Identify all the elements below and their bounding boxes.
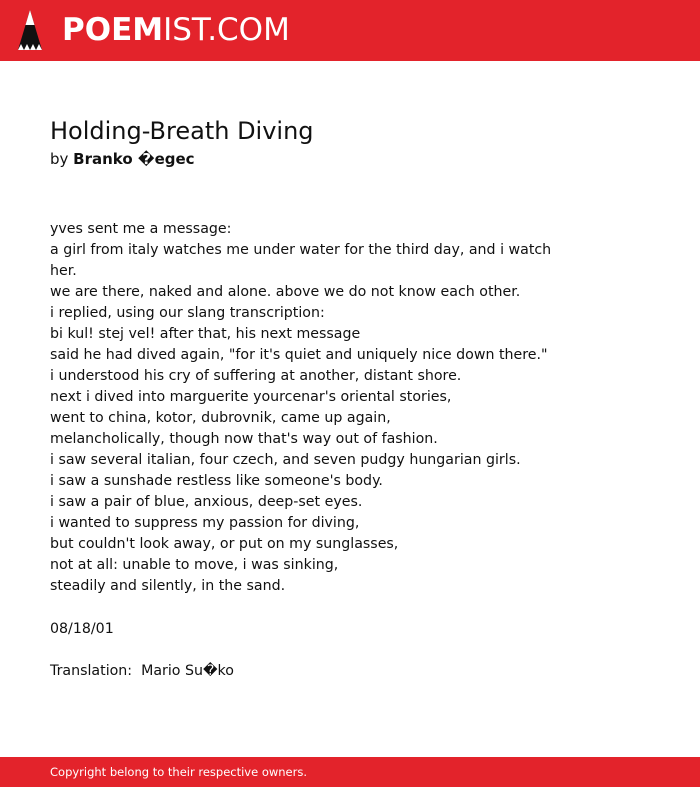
poem-author: Branko �egec — [73, 150, 195, 168]
poem-line: but couldn't look away, or put on my sunglasses, — [50, 536, 399, 552]
poem-body — [50, 219, 570, 597]
copyright-notice: Copyright belong to their respective owners. — [50, 765, 308, 779]
poem-line: i saw several italian, four czech, and seven pudgy hungarian girls. — [50, 452, 521, 468]
site-logo[interactable] — [62, 12, 290, 48]
poem-line: not at all: unable to move, i was sinking, — [50, 557, 339, 573]
byline — [50, 149, 195, 169]
poem-line: a girl from italy watches me under water for the third day, and i watch — [50, 242, 552, 258]
poem-line: next i dived into marguerite yourcenar's oriental stories, — [50, 389, 452, 405]
by-label: by — [50, 150, 74, 168]
poem-line: i wanted to suppress my passion for diving, — [50, 515, 360, 531]
poem-line: bi kul! stej vel! after that, his next message — [50, 326, 361, 342]
translation-credit: Translation: Mario Su�ko — [50, 663, 234, 679]
poem-line: yves sent me a message: — [50, 221, 232, 237]
poem-line: i replied, using our slang transcription: — [50, 305, 325, 321]
poem-line: said he had dived again, "for it's quiet and uniquely nice down there." — [50, 347, 548, 363]
poem-line: her. — [50, 263, 77, 279]
poem-line: steadily and silently, in the sand. — [50, 578, 286, 594]
logo-bold-text: POEM — [62, 12, 164, 48]
poem-line: i saw a pair of blue, anxious, deep-set eyes. — [50, 494, 363, 510]
poem-line: melancholically, though now that's way out of fashion. — [50, 431, 438, 447]
poem-title: Holding-Breath Diving — [50, 117, 314, 145]
poem-line: we are there, naked and alone. above we do not know each other. — [50, 284, 521, 300]
poem-date: 08/18/01 — [50, 621, 114, 637]
poem-line: went to china, kotor, dubrovnik, came up again, — [50, 410, 391, 426]
poem-line: i saw a sunshade restless like someone's body. — [50, 473, 383, 489]
poem-line: i understood his cry of suffering at another, distant shore. — [50, 368, 462, 384]
site-footer — [0, 757, 700, 787]
logo-light-text: IST.COM — [163, 12, 290, 48]
site-header — [0, 0, 700, 61]
pencil-icon[interactable] — [17, 9, 43, 51]
